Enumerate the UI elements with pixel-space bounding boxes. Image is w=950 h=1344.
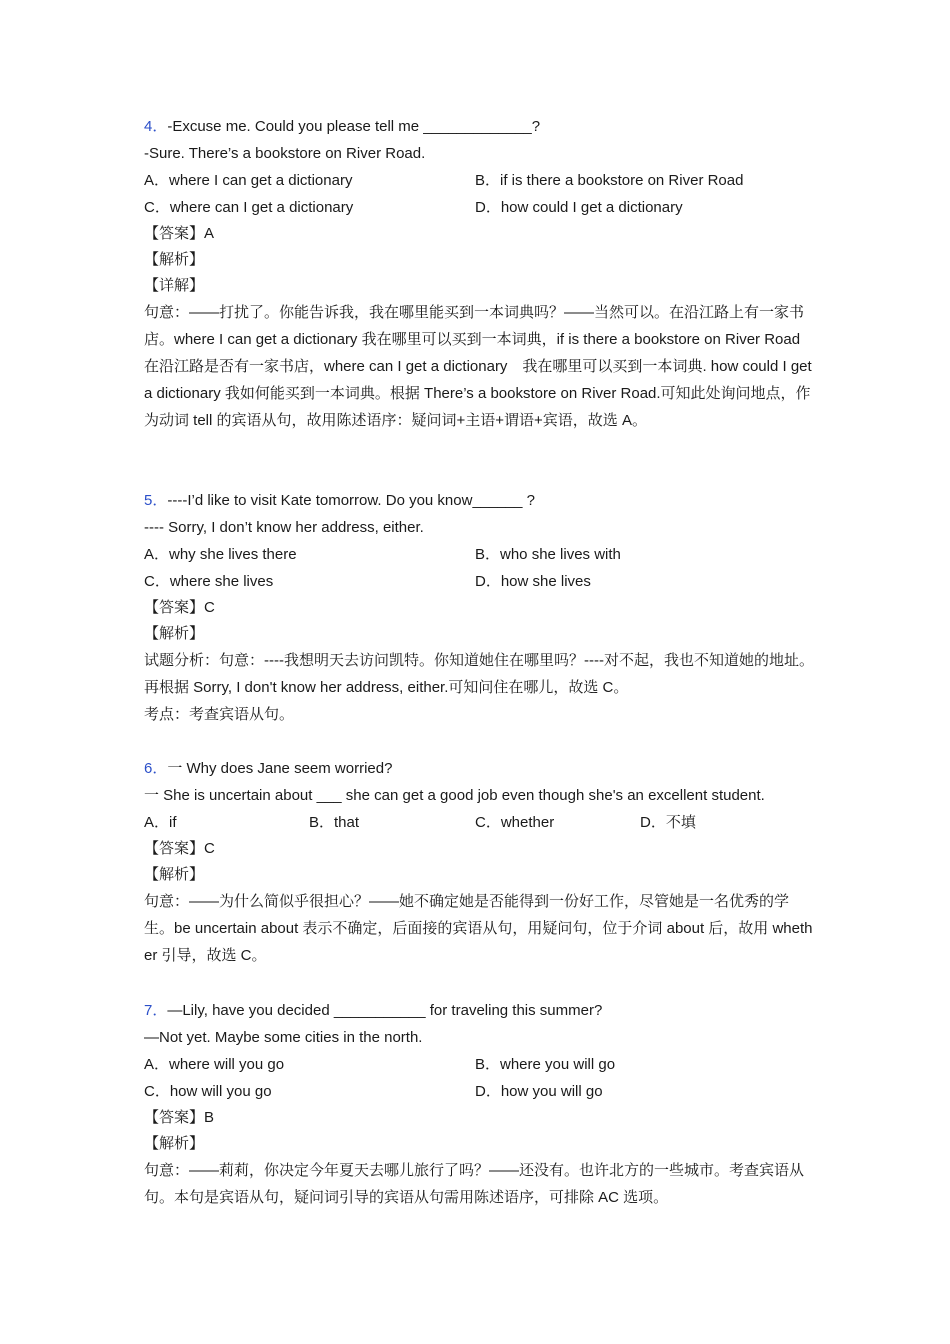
options-row: [144, 809, 814, 836]
answer-blank: ___: [316, 787, 342, 804]
knowledge-point: 考点：考查宾语从句。: [144, 706, 295, 723]
question-7: [144, 997, 814, 1211]
explanation-text: 句意：——为什么简似乎很担心？——她不确定她是否能得到一份好工作，尽管她是一名优秀的学生。be uncertain about 表示不确定，后面接的宾语从句，用疑问句，位于介词 about 后，故用 whether 引导，故选 C。: [144, 893, 813, 964]
option-d[interactable]: D．how you will go: [475, 1083, 603, 1100]
analysis-label: 【解析】: [144, 866, 205, 883]
question-stem: 4．-Excuse me. Could you please tell me _____________?: [144, 118, 541, 135]
question-6: [144, 755, 814, 969]
answer-label: 【答案】C: [144, 840, 215, 857]
options-row: [144, 568, 814, 595]
question-stem: 6．一 Why does Jane seem worried?: [144, 760, 393, 777]
question-stem: 7．—Lily, have you decided ___________ for traveling this summer?: [144, 1002, 603, 1019]
question-reply: -Sure. There’s a bookstore on River Road.: [144, 145, 426, 162]
question-number: 5．: [144, 492, 168, 509]
option-d[interactable]: D．how could I get a dictionary: [475, 199, 683, 216]
question-number: 4．: [144, 118, 168, 135]
options-row: [144, 541, 814, 568]
question-stem: 5．----I’d like to visit Kate tomorrow. Do you know______ ?: [144, 492, 536, 509]
question-reply: 一 She is uncertain about ___ she can get a good job even though she's an excellent student.: [144, 787, 765, 804]
option-a[interactable]: A．why she lives there: [144, 546, 297, 563]
option-a[interactable]: A．if: [144, 814, 177, 831]
question-reply: —Not yet. Maybe some cities in the north.: [144, 1029, 423, 1046]
explanation-text: 试题分析：句意：----我想明天去访问凯特。你知道她住在哪里吗？----对不起，我也不知道她的地址。再根据 Sorry, I don't know her address, either.可知问住在哪儿，故选 C。: [144, 652, 814, 696]
question-number: 6．: [144, 760, 168, 777]
question-reply: ---- Sorry, I don’t know her address, either.: [144, 519, 424, 536]
options-row: [144, 1051, 814, 1078]
option-b[interactable]: B．that: [309, 814, 360, 831]
question-4: [144, 113, 814, 434]
question-number: 7．: [144, 1002, 168, 1019]
answer-label: 【答案】C: [144, 599, 215, 616]
detail-label: 【详解】: [144, 277, 205, 294]
option-b[interactable]: B．where you will go: [475, 1056, 616, 1073]
option-c[interactable]: C．whether: [475, 814, 555, 831]
option-a[interactable]: A．where will you go: [144, 1056, 285, 1073]
option-c[interactable]: C．where she lives: [144, 573, 274, 590]
answer-label: 【答案】A: [144, 225, 215, 242]
option-b[interactable]: B．who she lives with: [475, 546, 621, 563]
question-5: [144, 487, 814, 728]
explanation-text: 句意：——打扰了。你能告诉我，我在哪里能买到一本词典吗？——当然可以。在沿江路上有一家书店。where I can get a dictionary 我在哪里可以买到一本词典，if is there a bookstore on River Road 在沿江路是否有一家书店，where can I get a dictionary 我在哪里可以买到一本词典. how could I get a dictionary 我如何能买到一本词典。根据 There’s a bookstore on River Road.可知此处询问地点，作为动词 tell 的宾语从句，故用陈述语序：疑问词+主语+谓语+宾语，故选 A。: [144, 304, 812, 429]
options-row: [144, 167, 814, 194]
answer-label: 【答案】B: [144, 1109, 215, 1126]
analysis-label: 【解析】: [144, 251, 205, 268]
option-d[interactable]: D．不填: [640, 814, 696, 831]
analysis-label: 【解析】: [144, 1135, 205, 1152]
option-a[interactable]: A．where I can get a dictionary: [144, 172, 353, 189]
option-b[interactable]: B．if is there a bookstore on River Road: [475, 172, 744, 189]
option-d[interactable]: D．how she lives: [475, 573, 591, 590]
options-row: [144, 194, 814, 221]
analysis-label: 【解析】: [144, 625, 205, 642]
explanation-text: 句意：——莉莉，你决定今年夏天去哪儿旅行了吗？——还没有。也许北方的一些城市。考查宾语从句。本句是宾语从句，疑问词引导的宾语从句需用陈述语序，可排除 AC 选项。: [144, 1162, 805, 1206]
options-row: [144, 1078, 814, 1105]
option-c[interactable]: C．how will you go: [144, 1083, 272, 1100]
option-c[interactable]: C．where can I get a dictionary: [144, 199, 354, 216]
